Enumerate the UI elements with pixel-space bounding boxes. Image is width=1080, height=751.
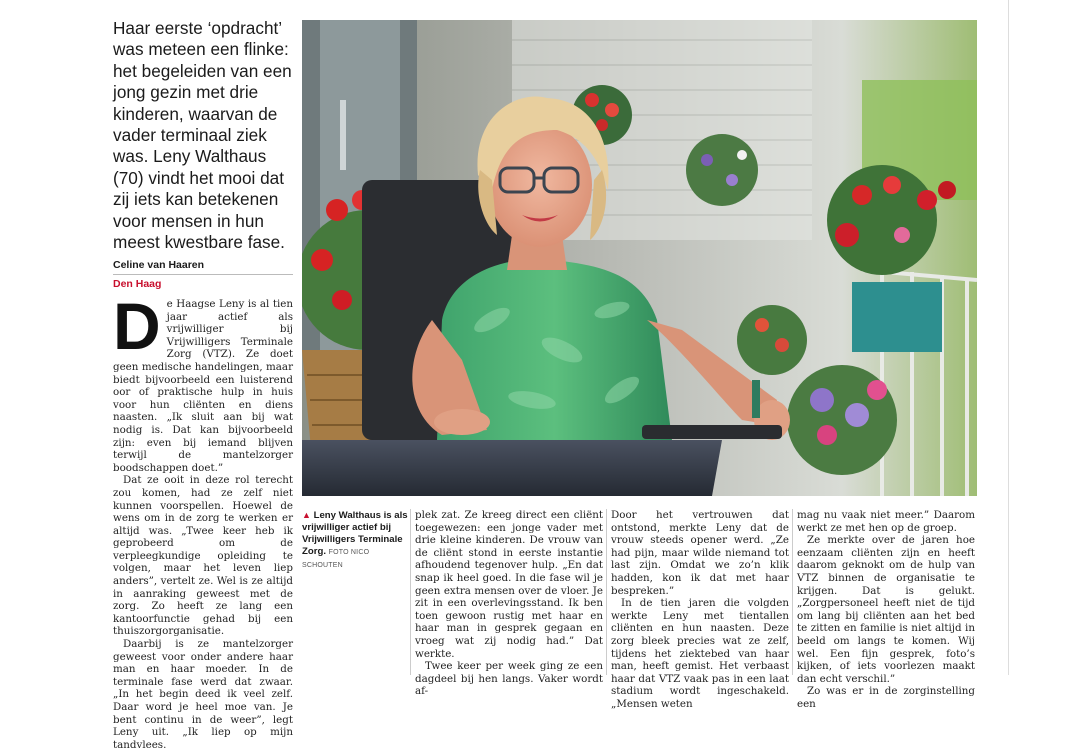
- portrait-photo: [302, 20, 977, 496]
- paragraph: Dat ze ooit in deze rol terecht zou komen, had ze zelf niet kunnen voorspellen. Hoewel de wens om in de zorg te werken er altijd was. „Twee keer heb ik geprobeerd om de verpleegkundige opleiding te volgen, maar het leven liep anders”, vertelt ze. Wel is ze altijd in aanraking geweest met de zorg. Zo heeft ze lang een kantoorfunctie gehad bij een thuiszorgorganisatie.: [113, 474, 293, 638]
- paragraph: e Haagse Leny is al tien jaar actief als vrijwilliger bij Vrijwilligers Terminale Zorg (VTZ). Ze doet geen medische handelingen, maar biedt bijvoorbeeld een luisterend oor of praktische hulp in huis voor hun cliënten en diens naasten. „Ik sluit aan bij wat nodig is. Dat kan bijvoorbeeld zijn: even bij iemand blijven terwijl de mantelzorger boodschappen doet.”: [113, 298, 293, 474]
- body-column-3: [611, 509, 789, 711]
- paragraph: plek zat. Ze kreeg direct een cliënt toegewezen: een jonge vader met drie kleine kinderen. De vrouw van de cliënt stond in eerste instantie afhoudend tegenover hulp. „En dat snap ik heel goed. In die fase wil je geen extra mensen over de vloer. Je zit in een overlevingsstand. Ik ben toen gewoon rustig met haar en haar man in gesprek gegaan en vroeg wat zij nodig had.” Dat werkte.: [415, 509, 603, 660]
- column-divider: [410, 509, 411, 675]
- column-divider: [606, 509, 607, 675]
- photo-credit: FOTO NICO SCHOUTEN: [302, 549, 370, 569]
- photo-caption: [302, 509, 410, 572]
- column-divider: [792, 509, 793, 675]
- dateline-city: Den Haag: [113, 278, 162, 290]
- byline: [113, 259, 293, 290]
- drop-cap: D: [113, 289, 161, 363]
- article-lead: [113, 18, 293, 253]
- page-edge-divider: [1008, 0, 1009, 675]
- paragraph: In de tien jaren die volgden werkte Leny met tientallen cliënten en hun naasten. Deze zorg bleek precies wat ze zelf, tijdens het ziektebed van haar man, heeft gemist. Het verbaast haar dat VTZ vaak pas in een laat stadium wordt ingeschakeld. „Mensen weten: [611, 597, 789, 710]
- author-name: Celine van Haaren: [113, 259, 293, 275]
- paragraph: mag nu vaak niet meer.” Daarom werkt ze met hen op de groep.: [797, 509, 975, 534]
- caption-triangle-icon: ▲: [302, 510, 311, 520]
- paragraph: Daarbij is ze mantelzorger geweest voor onder andere haar man en haar moeder. In de terminale fase werd dat zwaar. „In het begin deed ik veel zelf. Daar word je heel moe van. Je bent continu in de weer”, legt Leny uit. „Ik liep op mijn tandvlees.: [113, 638, 293, 751]
- paragraph: Ze merkte over de jaren hoe eenzaam cliënten zijn en heeft daarom geknokt om de hulp van VTZ binnen de organisatie te krijgen. Dat is gelukt. „Zorgpersoneel heeft niet de tijd om lang bij cliënten aan het bed te zitten en familie is niet altijd in beeld om langs te komen. Wij wel. Een fijn gesprek, foto’s kijken, of iets voorlezen maakt dan echt verschil.”: [797, 534, 975, 685]
- paragraph: Twee keer per week ging ze een dagdeel bij hen langs. Vaker wordt af-: [415, 660, 603, 698]
- lead-text: Haar eerste ‘opdracht’ was meteen een flinke: het begeleiden van een jong gezin met drie kinderen, waarvan de vader terminaal ziek was. Leny Walthaus (70) vindt het mooi dat zij iets kan betekenen voor mensen in hun meest kwestbare fase.: [113, 18, 292, 253]
- body-column-4: [797, 509, 975, 711]
- paragraph: Zo was er in de zorginstelling een: [797, 685, 975, 710]
- body-column-1: [113, 289, 293, 751]
- body-column-2: [415, 509, 603, 698]
- paragraph: Door het vertrouwen dat ontstond, merkte Leny dat de vrouw steeds opener werd. „Ze had pijn, maar wilde niemand tot last zijn. Omdat we zo’n klik hadden, kon ik dat met haar bespreken.”: [611, 509, 789, 597]
- caption-text: Leny Walthaus is als vrijwilliger actief bij Vrijwilligers Terminale Zorg.: [302, 510, 408, 557]
